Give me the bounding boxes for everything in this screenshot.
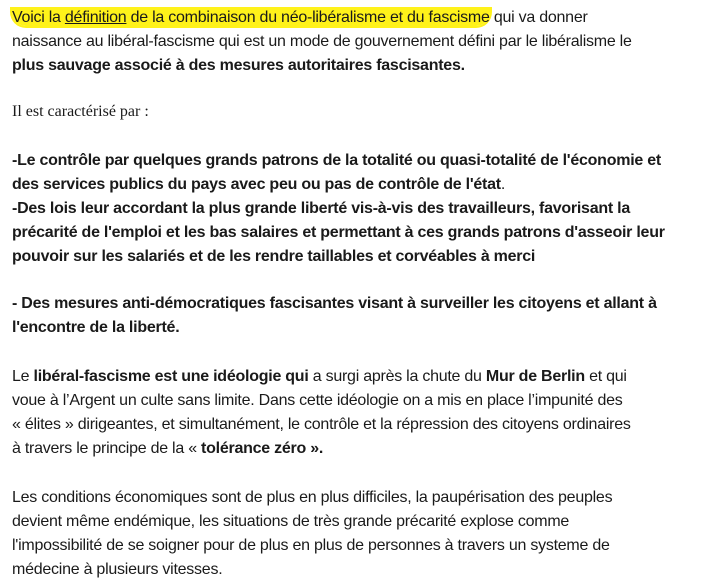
ideology-line-3: « élites » dirigeantes, et simultanément, le contrôle et la répression des citoyens ordinaires bbox=[12, 416, 631, 433]
characterized-heading: Il est caractérisé par : bbox=[12, 103, 149, 120]
list-item-2-line-1: -Des lois leur accordant la plus grande liberté vis-à-vis des travailleurs, favorisant la bbox=[12, 200, 630, 217]
definition-link[interactable]: définition bbox=[64, 9, 127, 26]
list-item-3-line-2: l'encontre de la liberté. bbox=[12, 319, 180, 336]
highlighted-phrase: Voici la définition de la combinaison du néo-libéralisme et du fascisme bbox=[12, 9, 490, 26]
intro-line-2: naissance au libéral-fascisme qui est un mode de gouvernement défini par le libéralisme le bbox=[12, 33, 632, 50]
conditions-line-3: l'impossibilité de se soigner pour de plus en plus de personnes à travers un systeme de bbox=[12, 537, 610, 554]
ideology-line-1: Le libéral-fascisme est une idéologie qui a surgi après la chute du Mur de Berlin et qui bbox=[12, 368, 627, 385]
ideology-line-4: à travers le principe de la « tolérance zéro ». bbox=[12, 440, 324, 457]
intro-line-1: Voici la définition de la combinaison du néo-libéralisme et du fascisme qui va donner bbox=[12, 9, 588, 26]
conditions-line-4: médecine à plusieurs vitesses. bbox=[12, 561, 223, 578]
ideology-line-2: voue à l’Argent un culte sans limite. Dans cette idéologie on a mis en place l’impunité des bbox=[12, 392, 623, 409]
list-item-2-line-2: précarité de l'emploi et les bas salaires et permettant à ces grands patrons d'asseoir leur bbox=[12, 224, 665, 241]
list-item-1-line-2: des services publics du pays avec peu ou pas de contrôle de l'état. bbox=[12, 176, 506, 193]
list-item-1-line-1: -Le contrôle par quelques grands patrons de la totalité ou quasi-totalité de l'économie et bbox=[12, 152, 661, 169]
intro-line-3: plus sauvage associé à des mesures autoritaires fascisantes. bbox=[12, 57, 465, 74]
list-item-2-line-3: pouvoir sur les salariés et de les rendre taillables et corvéables à merci bbox=[12, 248, 536, 265]
conditions-line-1: Les conditions économiques sont de plus en plus difficiles, la paupérisation des peuples bbox=[12, 489, 613, 506]
conditions-line-2: devient même endémique, les situations de très grande précarité explose comme bbox=[12, 513, 570, 530]
list-item-3-line-1: - Des mesures anti-démocratiques fascisantes visant à surveiller les citoyens et allant à bbox=[12, 295, 657, 312]
